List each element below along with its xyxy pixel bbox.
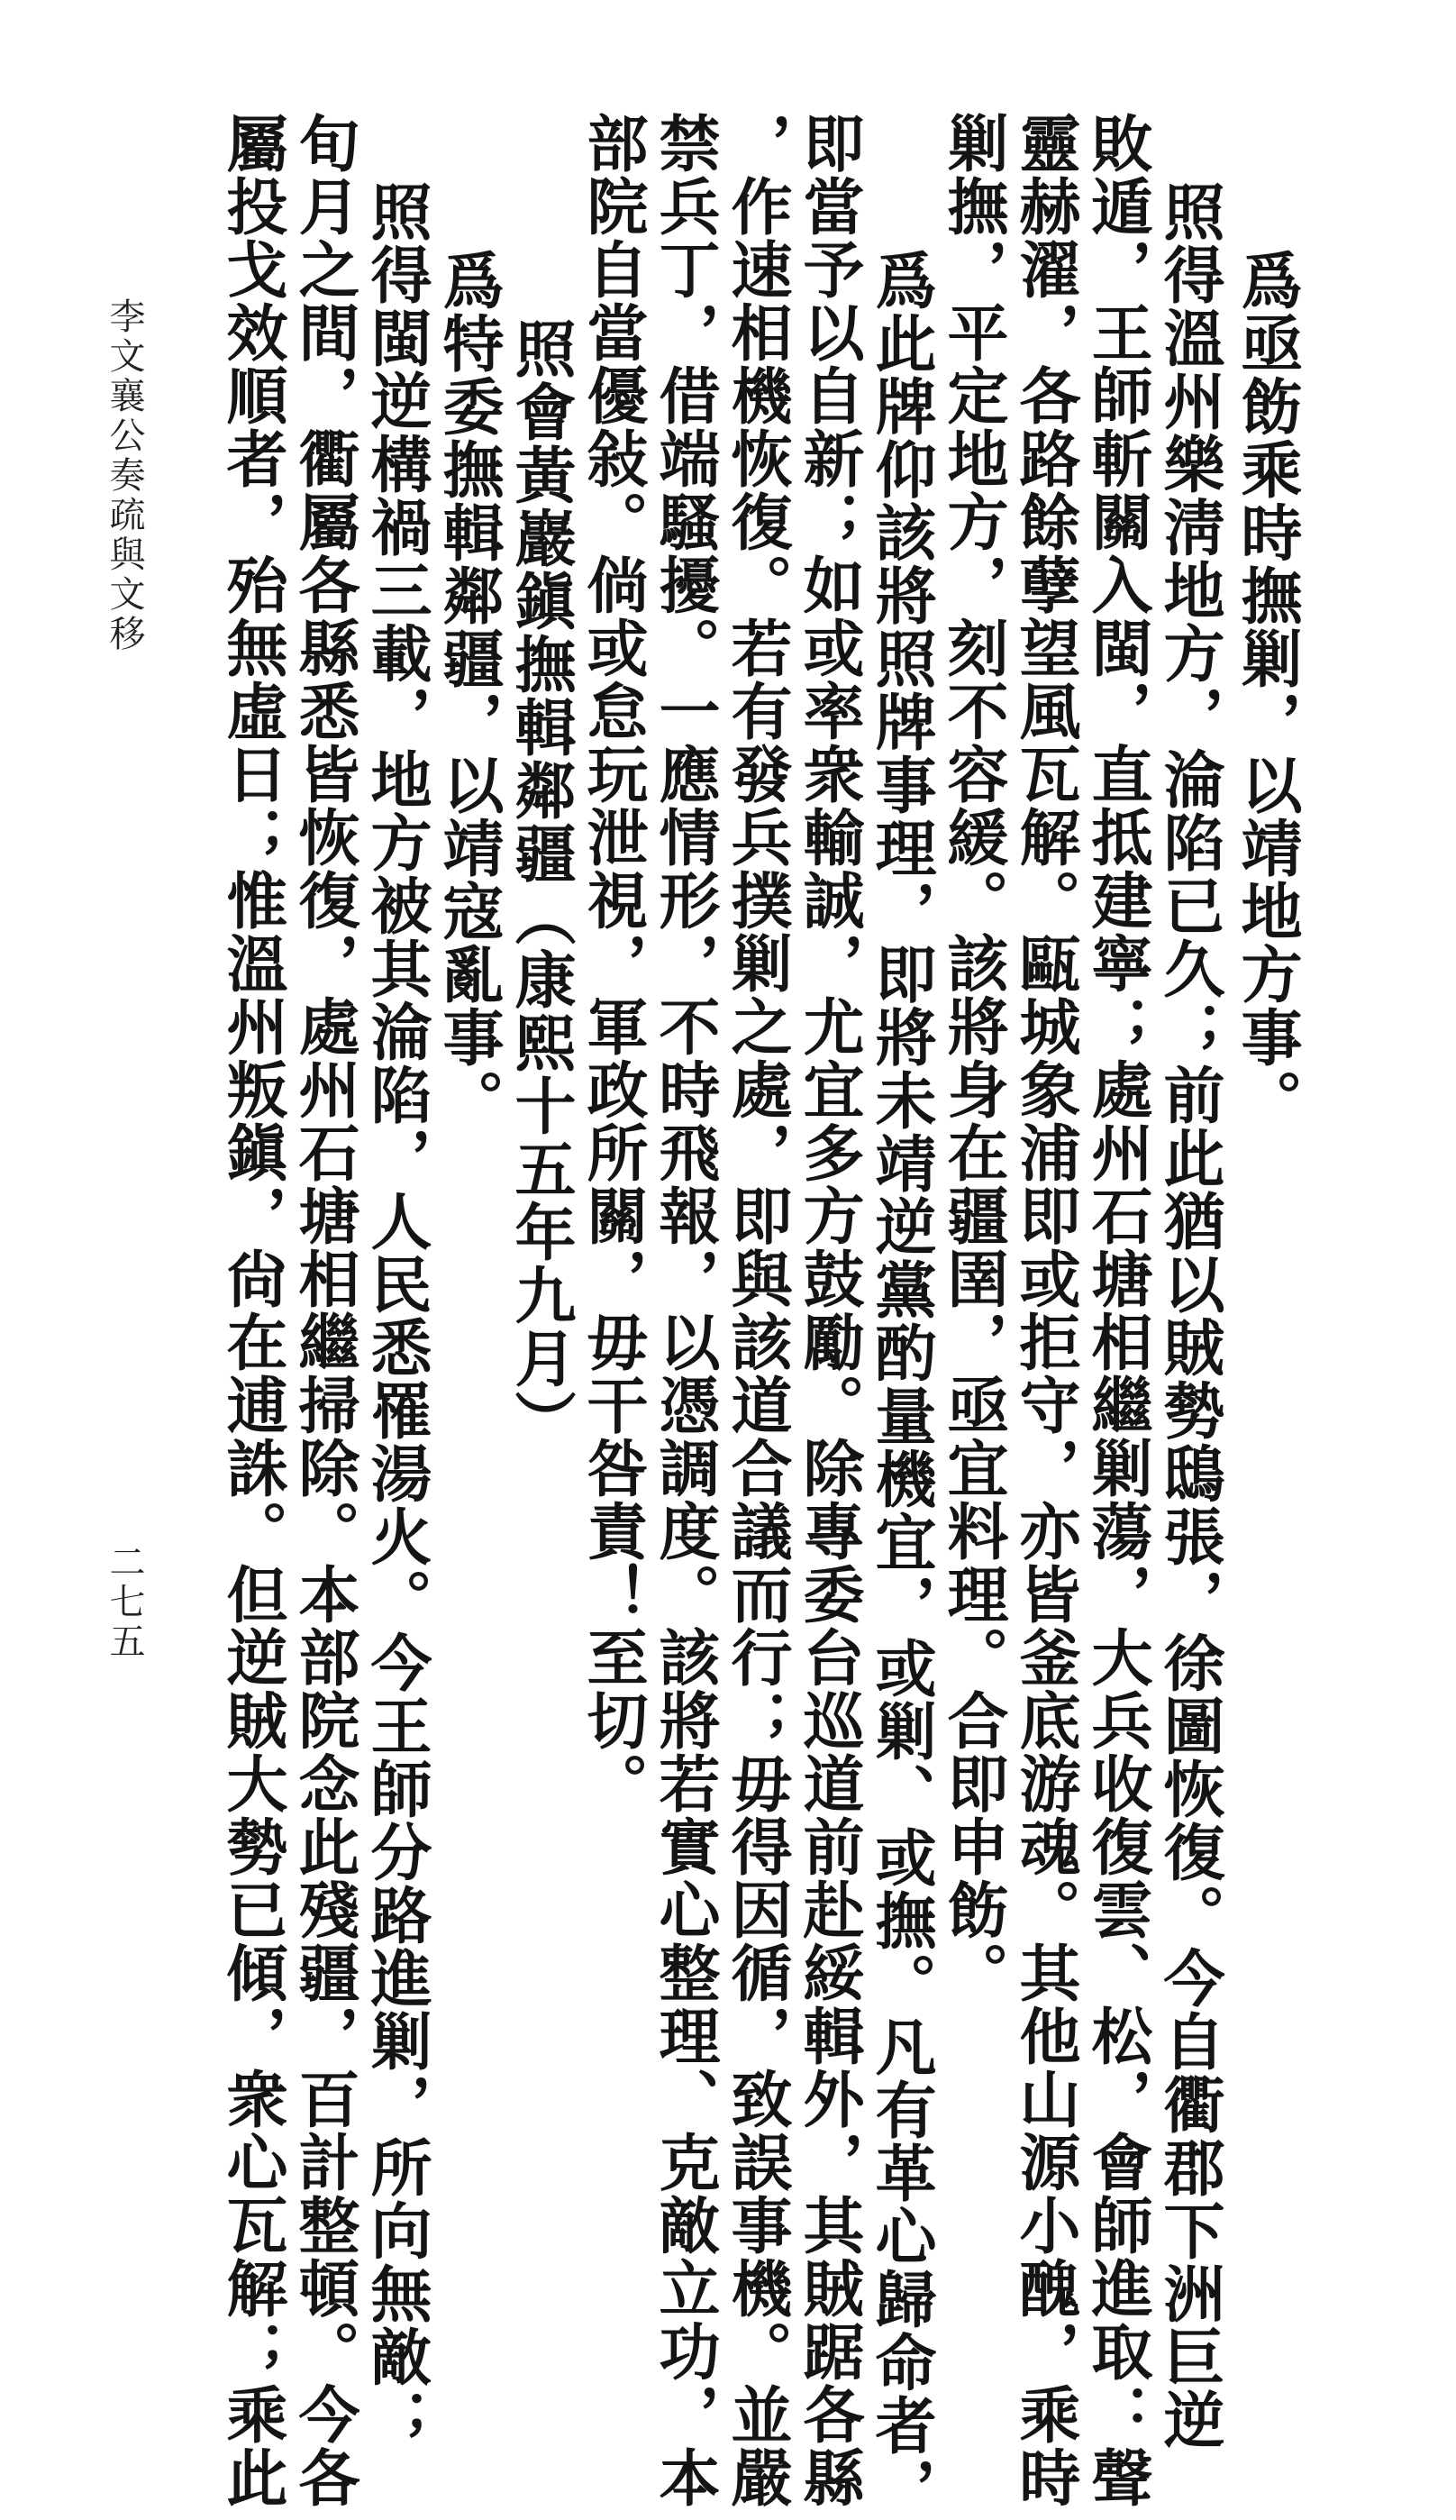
text-column: 照得溫州樂淸地方，淪陷已久；前此猶以賊勢鴟張，徐圖恢復。今自衢郡下洲巨逆 (1153, 180, 1225, 2452)
text-column: 敗遁，王師斬關入閩，直抵建寧；處州石塘相繼剿蕩，大兵收復雲、松，會師進取：聲 (1081, 112, 1153, 2509)
text-column: 爲亟飭乘時撫剿，以靖地方事。 (1231, 249, 1303, 1132)
text-column: 即當予以自新；如或率衆輸誠，尤宜多方鼓勵。除專委台巡道前赴綏輯外，其賊踞各縣 (793, 112, 865, 2509)
text-column: 屬投戈效順者，殆無虛日；惟溫州叛鎭，尙在逋誅。但逆賊大勢已傾，衆心瓦解；乘此 (216, 112, 288, 2509)
text-column: 爲此牌仰該將照牌事理，即將未靖逆黨酌量機宜，或剿、或撫。凡有革心歸命者， (865, 249, 937, 2520)
text-column: 剿撫，平定地方，刻不容緩。該將身在疆圉，亟宜料理。合即申飭。 (937, 112, 1009, 2004)
running-header: 李文襄公奏疏與文移 (104, 297, 145, 654)
text-column: 禁兵丁，借端騷擾。一應情形，不時飛報，以憑調度。該將若實心整理、克敵立功，本 (649, 112, 721, 2509)
text-column: 旬月之間，衢屬各縣悉皆恢復，處州石塘相繼掃除。本部院念此殘疆，百計整頓。今各 (288, 112, 360, 2509)
text-column: ，作速相機恢復。若有發兵撲剿之處，即與該道合議而行；毋得因循，致誤事機。並嚴 (721, 112, 793, 2509)
text-column: 靈赫濯，各路餘孽望風瓦解。甌城象浦即或拒守，亦皆釜底游魂。其他山源小醜，乘時 (1009, 112, 1081, 2509)
text-column: 部院自當優敍。倘或怠玩泄視，軍政所關，毋干咎責！至切。 (577, 112, 649, 1815)
section-heading: 照會黃巖鎭撫輯鄰疆（康熙十五年九月） (505, 317, 577, 1453)
text-column: 爲特委撫輯鄰疆，以靖寇亂事。 (432, 249, 505, 1132)
text-column: 照得閩逆構禍三載，地方被其淪陷，人民悉罹湯火。今王師分路進剿，所向無敵； (360, 180, 432, 2452)
page-number: 二七五 (104, 1543, 145, 1662)
